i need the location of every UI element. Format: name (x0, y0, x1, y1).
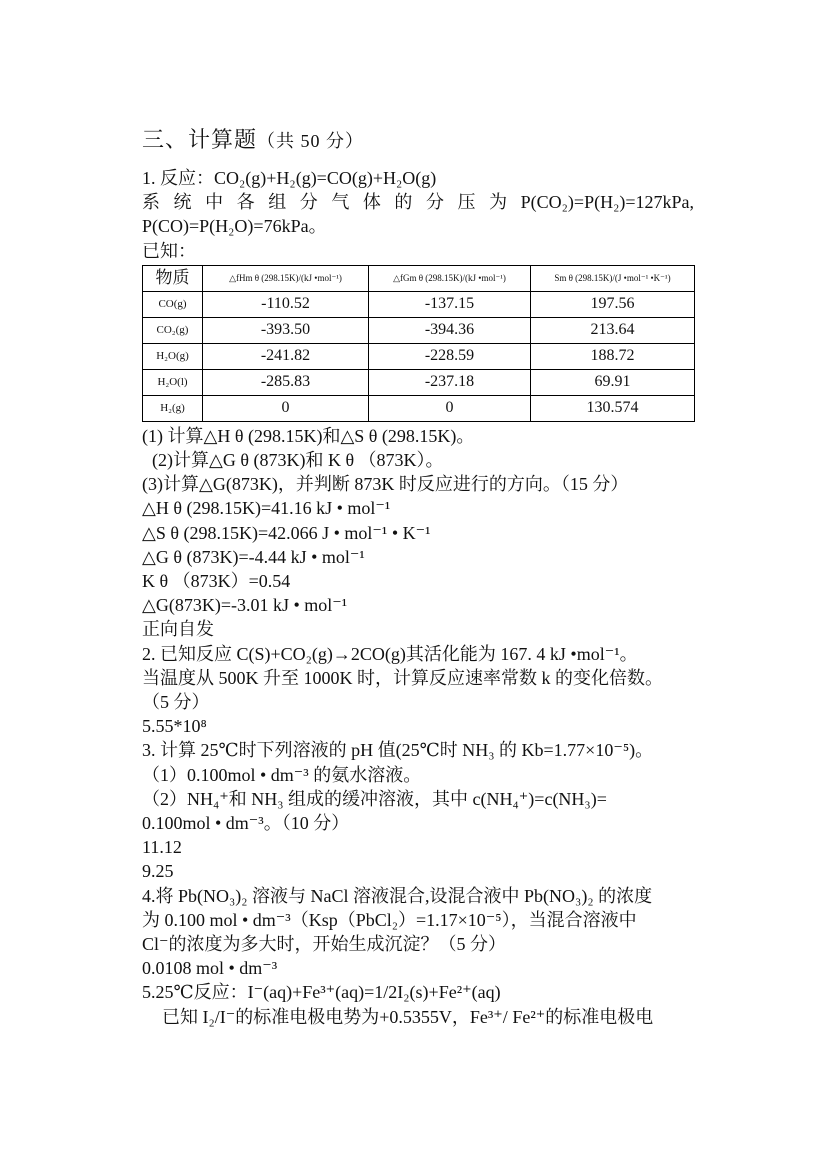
q1-pressure-line2: P(CO)=P(H₂O)=76kPa。 (142, 216, 327, 237)
table-row (143, 369, 695, 395)
q4-line1: 4.将 Pb(NO₃)₂ 溶液与 NaCl 溶液混合,设混合液中 Pb(NO₃)₂ 的浓度 (142, 885, 653, 906)
q3-line1: 3. 计算 25℃时下列溶液的 pH 值(25℃时 NH₃ 的 Kb=1.77×10⁻⁵)。 (142, 740, 654, 761)
table-cell: -228.59 (369, 343, 531, 369)
table-header-row (143, 265, 695, 291)
q1-answer-enthalpy: △H θ (298.15K)=41.16 kJ • mol⁻¹ (142, 498, 391, 519)
table-row (143, 395, 695, 421)
q2-answer: 5.55*10⁸ (142, 716, 207, 737)
q4-line2: 为 0.100 mol • dm⁻³（Ksp（PbCl₂）=1.17×10⁻⁵），当混合溶液中 (142, 909, 637, 930)
q1-known-label: 已知： (142, 240, 196, 261)
table-cell: 197.56 (531, 291, 695, 317)
q1-pressure-line1: 系 统 中 各 组 分 气 体 的 分 压 为 P(CO₂)=P(H₂)=127kPa, (142, 192, 694, 213)
table-cell: 213.64 (531, 317, 695, 343)
q1-part2: (2)计算△G θ (873K)和 K θ （873K）。 (152, 450, 444, 471)
section-score: （共 50 分） (257, 131, 365, 151)
table-header-cell: △fGm θ (298.15K)/(kJ •mol⁻¹) (369, 265, 531, 291)
q2-line1: 2. 已知反应 C(S)+CO₂(g)→2CO(g)其活化能为 167. 4 kJ •mol⁻¹。 (142, 643, 638, 664)
q1-part3: (3)计算△G(873K)，并判断 873K 时反应进行的方向。（15 分） (142, 474, 629, 495)
table-cell: 0 (203, 395, 369, 421)
table-cell: -137.15 (369, 291, 531, 317)
q2-score: （5 分） (142, 692, 210, 713)
table-row (143, 317, 695, 343)
q3-part2: （2）NH₄⁺和 NH₃ 组成的缓冲溶液，其中 c(NH₄⁺)=c(NH₃)= (142, 788, 607, 809)
table-cell: -241.82 (203, 343, 369, 369)
section-heading (142, 125, 694, 156)
table-cell: 0 (369, 395, 531, 421)
table-cell-substance: H₂O(l) (143, 369, 203, 395)
table-cell: 130.574 (531, 395, 695, 421)
q1-answer-entropy: △S θ (298.15K)=42.066 J • mol⁻¹ • K⁻¹ (142, 522, 431, 543)
table-cell-substance: CO(g) (143, 291, 203, 317)
q2-line2: 当温度从 500K 升至 1000K 时，计算反应速率常数 k 的变化倍数。 (142, 667, 663, 688)
q3-part2-cont: 0.100mol • dm⁻³。（10 分） (142, 813, 350, 834)
table-cell: -285.83 (203, 369, 369, 395)
q4-answer: 0.0108 mol • dm⁻³ (142, 958, 278, 979)
q5-line2: 已知 I₂/I⁻的标准电极电势为+0.5355V，Fe³⁺/ Fe²⁺的标准电极电 (162, 1006, 654, 1027)
section-title: 三、计算题 (142, 127, 258, 152)
q1-reaction: 1. 反应：CO₂(g)+H₂(g)=CO(g)+H₂O(g) (142, 168, 437, 188)
q1-answer-direction: 正向自发 (142, 619, 214, 640)
table-cell: 188.72 (531, 343, 695, 369)
table-header-cell: Sm θ (298.15K)/(J •mol⁻¹ •K⁻¹) (531, 265, 695, 291)
table-cell: -393.50 (203, 317, 369, 343)
document-content (142, 125, 694, 1029)
q5-line1: 5.25℃反应：I⁻(aq)+Fe³⁺(aq)=1/2I₂(s)+Fe²⁺(aq) (142, 982, 501, 1003)
q1-answer-gibbs: △G(873K)=-3.01 kJ • mol⁻¹ (142, 595, 348, 616)
table-cell-substance: H₂(g) (143, 395, 203, 421)
table-cell: -237.18 (369, 369, 531, 395)
table-cell: -110.52 (203, 291, 369, 317)
q4-line3: Cl⁻的浓度为多大时，开始生成沉淀？（5 分） (142, 934, 507, 955)
table-cell: 69.91 (531, 369, 695, 395)
q3-answer2: 9.25 (142, 861, 174, 882)
q1-answer-equilibrium-constant: K θ （873K）=0.54 (142, 571, 291, 592)
table-row (143, 343, 695, 369)
q3-part1: （1）0.100mol • dm⁻³ 的氨水溶液。 (142, 764, 422, 785)
thermo-data-table (142, 265, 695, 422)
table-header-cell: 物质 (143, 265, 203, 291)
table-cell: -394.36 (369, 317, 531, 343)
table-row (143, 291, 695, 317)
table-cell-substance: H₂O(g) (143, 343, 203, 369)
q1-answer-gibbs-standard: △G θ (873K)=-4.44 kJ • mol⁻¹ (142, 546, 365, 567)
table-header-cell: △fHm θ (298.15K)/(kJ •mol⁻¹) (203, 265, 369, 291)
q1-part1: (1) 计算△H θ (298.15K)和△S θ (298.15K)。 (142, 425, 475, 446)
q3-answer1: 11.12 (142, 837, 182, 858)
table-cell-substance: CO₂(g) (143, 317, 203, 343)
